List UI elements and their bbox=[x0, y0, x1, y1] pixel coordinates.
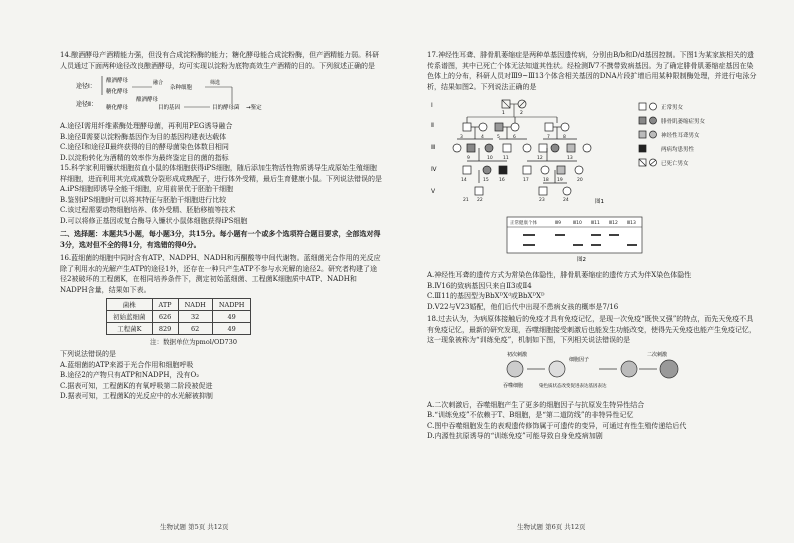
path2-label: 途径Ⅱ： bbox=[76, 101, 97, 108]
legend-deafness: 神经性耳聋男女 bbox=[661, 133, 700, 139]
sacch-yeast-2: 糖化酵母 bbox=[106, 105, 129, 111]
q16-ask: 下列说法错误的是 bbox=[60, 350, 116, 358]
q17-option-d: D.Ⅴ22与Ⅴ23婚配，他们后代中出现不患病女孩的概率是7/16 bbox=[427, 302, 619, 311]
legend-both: 两病均患男性 bbox=[661, 147, 695, 153]
phago-label: 吞噬细胞 bbox=[503, 382, 524, 389]
fig2-caption: 图2 bbox=[577, 257, 586, 263]
ind-num: 6 bbox=[513, 135, 516, 140]
section-2-heading: 二、选择题：本题共5小题，每小题3分，共15分。每小题有一个或多个选项符合题目要求，全部选对得3分，选对但不全的得1分，有选错的得0分。 bbox=[60, 229, 381, 249]
q16-option-d: D.据表可知，工程菌K的光反应中的水光解被抑制 bbox=[60, 392, 213, 400]
ind-num: 3 bbox=[460, 135, 463, 140]
q14-option-c: C.途径Ⅰ和途径Ⅱ最终获得的目的酵母菌染色体数目相同 bbox=[60, 143, 229, 151]
ind-num: 22 bbox=[477, 198, 483, 203]
path1-label: 途径Ⅰ： bbox=[76, 83, 96, 90]
gen-label-II: Ⅱ bbox=[431, 122, 434, 129]
gen-label-III: Ⅲ bbox=[431, 144, 436, 151]
table-row bbox=[107, 311, 251, 323]
select-label: 筛选 bbox=[210, 80, 221, 86]
gel-header-III9: Ⅲ9 bbox=[555, 221, 561, 226]
q15-option-d: D.可以将修正基因或复合酶导入镰状小鼠体细胞获得iPS细胞 bbox=[60, 216, 248, 225]
ind-num: 20 bbox=[577, 178, 583, 183]
ind-num: 21 bbox=[463, 198, 469, 203]
right-footer: 生物试题 第6页 共12页 bbox=[517, 523, 586, 531]
q14-stem: 14.酿酒酵母产酒精能力强，但没有合成淀粉酶的能力；糖化酵母能合成淀粉酶，但产酒精能力弱。科研人员通过下面两种途径改良酿酒酵母，均可实现以淀粉为底物高效生产酒精的目的。下列叙述正确的是 bbox=[60, 51, 380, 70]
ind-num: 2 bbox=[520, 111, 523, 116]
table-header-atp: ATP bbox=[152, 299, 178, 311]
q18-option-d: D.内源性抗原诱导的“训练免疫”可能导致自身免疫病加剧 bbox=[427, 432, 603, 440]
gen-label-V: Ⅴ bbox=[431, 188, 436, 195]
sacch-yeast-1: 糖化酵母 bbox=[106, 89, 129, 95]
ind-num: 5 bbox=[497, 135, 500, 140]
table-header-nadh: NADH bbox=[178, 299, 212, 311]
left-footer: 生物试题 第5页 共12页 bbox=[160, 523, 229, 531]
q15-stem: 15.科学家利用镰状细胞贫血小鼠的体细胞获得iPS细胞，随后添加生物活性物质诱导生成原始生殖细胞样细胞，进而利用其完成减数分裂形成成熟配子，进行体外受精，最后生育健康小鼠。下列说法错误的是 bbox=[60, 164, 382, 183]
q18-option-c: C.图中吞噬细胞发生的表观遗传修饰属于可遗传的变异，可通过有性生殖传递给后代 bbox=[427, 421, 687, 430]
q18-option-b: B.“训练免疫”不依赖于T、B细胞，是“第二道防线”的非特异性记忆 bbox=[427, 411, 634, 419]
ind-num: 13 bbox=[567, 156, 573, 161]
target-gene: 目的基因 bbox=[158, 105, 181, 111]
target-yeast: 目的酵母菌 bbox=[212, 105, 240, 111]
legend-normal: 正常男女 bbox=[661, 105, 684, 111]
hybrid-cell: 杂种细胞 bbox=[170, 85, 193, 91]
q17-option-c: C.Ⅲ11的基因型为BbXᴰXᵈ或BbXᴰXᴰ bbox=[427, 292, 545, 300]
ind-num: 16 bbox=[499, 178, 505, 183]
q17-option-a: A.神经性耳聋的遗传方式为常染色体隐性，腓骨肌萎缩症的遗传方式为伴X染色体隐性 bbox=[427, 271, 692, 279]
brew-yeast-1: 酿酒酵母 bbox=[106, 78, 129, 84]
pedigree-legend bbox=[639, 103, 657, 166]
ind-num: 12 bbox=[537, 156, 543, 161]
gen-label-I: Ⅰ bbox=[431, 102, 433, 109]
table-cell: 初始蓝细菌 bbox=[107, 311, 153, 323]
fig1-caption: 图1 bbox=[595, 199, 604, 205]
table-row bbox=[107, 323, 251, 335]
q18-stem: 18.过去认为，为病原体接触后的免疫才具有免疫记忆，是现一次免疫“既快又强”的特点，而先天免疫不具有免疫记忆，最新的研究发现，吞噬细胞接受刺激后也能发生功能改变，使得先天免疫也能产生免疫记忆，这一现象被称为“训练免疫”，机制如下图，下列相关说法错误的是 bbox=[427, 315, 756, 344]
gel-header-normal: 正常健康个体 bbox=[510, 221, 537, 226]
q15-option-b: B.鉴别iPS细胞时可以将其特征与胚胎干细胞进行比较 bbox=[60, 195, 227, 204]
fuse-label: 融合 bbox=[153, 80, 164, 86]
first-stim: 初次刺激 bbox=[507, 351, 528, 358]
table-cell: 829 bbox=[152, 323, 178, 335]
second-stim: 二次刺激 bbox=[647, 351, 668, 358]
ind-num: 19 bbox=[557, 178, 563, 183]
brew-yeast-2: 酿酒酵母 bbox=[136, 97, 159, 103]
gel-figure bbox=[427, 215, 757, 263]
gel-header-III13: Ⅲ13 bbox=[627, 221, 636, 226]
legend-deceased: 已死亡男女 bbox=[661, 161, 689, 167]
chromatin-label: 染色质状态改变促进表达基因表达 bbox=[539, 383, 607, 389]
ind-num: 1 bbox=[502, 111, 505, 116]
ind-num: 8 bbox=[563, 135, 566, 140]
q14-pathway-figure bbox=[60, 74, 320, 114]
right-page bbox=[397, 0, 794, 543]
phagocyte-cell bbox=[507, 361, 523, 377]
table-cell: 49 bbox=[212, 323, 251, 335]
gel-header-III11: Ⅲ11 bbox=[591, 221, 600, 226]
q14-option-a: A.途径Ⅰ需用纤维素酶处理酵母菌，再利用PEG诱导融合 bbox=[60, 122, 233, 130]
ind-num: 4 bbox=[481, 135, 484, 140]
table-cell: 49 bbox=[212, 311, 251, 323]
q18-figure bbox=[427, 349, 757, 393]
q17-stem: 17.神经性耳聋、腓骨肌萎缩症是两种单基因遗传病，分别由B/b和D/d基因控制。下图1为某家族相关的遗传系谱图，其中已死亡个体无法知道其性状。经检测Ⅳ7不携带致病基因。为了确定腓骨肌萎缩症基因在染色体上的分布，科研人员对Ⅲ9~Ⅲ13个体含相关基因的DNA片段扩增后用某种限制酶处理，并进行电泳分析，结果如图2。下列说法正确的是 bbox=[427, 51, 757, 91]
q15-option-a: A.iPS细胞即诱导全能干细胞，应用前景优于胚胎干细胞 bbox=[60, 185, 234, 193]
q18-option-a: A.二次刺激后，吞噬细胞产生了更多的细胞因子与抗原发生特异性结合 bbox=[427, 400, 645, 409]
table-header-nadph: NADPH bbox=[212, 299, 251, 311]
ind-num: 17 bbox=[523, 178, 529, 183]
gel-header-III10: Ⅲ10 bbox=[573, 221, 582, 226]
legend-cmt: 腓骨肌萎缩症男女 bbox=[661, 119, 706, 125]
q16-stem: 16.蓝细菌的细胞中同时含有ATP、NADPH、NADH和丙酮酸等中间代谢物。蓝细菌光合作用的光反应除了利用水的光解产生ATP的途径1外，还存在一种只产生ATP不参与水光解的途径2。研究者构建了途径2被破坏的工程菌K，在相同培养条件下，测定初始蓝细菌、工程菌K细胞质中ATP、NADH和NADPH含量，结果如下表。 bbox=[60, 254, 381, 294]
gen-label-IV: Ⅳ bbox=[431, 166, 437, 173]
table-header-strain: 菌株 bbox=[107, 299, 153, 311]
ind-num: 11 bbox=[503, 156, 509, 161]
ind-num: 15 bbox=[483, 178, 489, 183]
gel-header-III12: Ⅲ12 bbox=[609, 221, 618, 226]
q15-option-c: C.该过程需要动物细胞培养、体外受精、胚胎移植等技术 bbox=[60, 206, 236, 214]
ind-num: 23 bbox=[539, 198, 545, 203]
q16-option-c: C.据表可知，工程菌K的有氧呼吸第二阶段被促进 bbox=[60, 381, 213, 390]
cytokine-label: 细胞因子 bbox=[569, 356, 590, 363]
ind-num: 14 bbox=[461, 178, 467, 183]
q14-option-d: D.以淀粉转化为酒精的效率作为最终鉴定目的菌的指标 bbox=[60, 153, 229, 162]
ind-num: 24 bbox=[563, 198, 569, 203]
table-note: 注：数据单位为pmol/OD730 bbox=[150, 338, 237, 346]
q17-option-b: B.Ⅳ16的致病基因只来自Ⅱ3或Ⅱ4 bbox=[427, 281, 532, 290]
table-cell: 工程菌K bbox=[107, 323, 153, 335]
ind-num: 9 bbox=[467, 156, 470, 161]
ind-num: 7 bbox=[547, 135, 550, 140]
table-cell: 626 bbox=[152, 311, 178, 323]
q16-option-b: B.途径2的产物只有ATP和NADPH，没有O₂ bbox=[60, 371, 200, 379]
pedigree-figure bbox=[427, 95, 757, 205]
ind-num: 18 bbox=[543, 178, 549, 183]
table-cell: 32 bbox=[178, 311, 212, 323]
identify-label: →鉴定 bbox=[246, 105, 262, 111]
q16-table bbox=[106, 298, 251, 335]
ind-num: 10 bbox=[487, 156, 493, 161]
q14-option-b: B.途径Ⅱ需要以淀粉酶基因作为目的基因构建表达载体 bbox=[60, 132, 227, 141]
q16-option-a: A.蓝细菌的ATP来源于光合作用和细胞呼吸 bbox=[60, 360, 194, 369]
table-cell: 62 bbox=[178, 323, 212, 335]
